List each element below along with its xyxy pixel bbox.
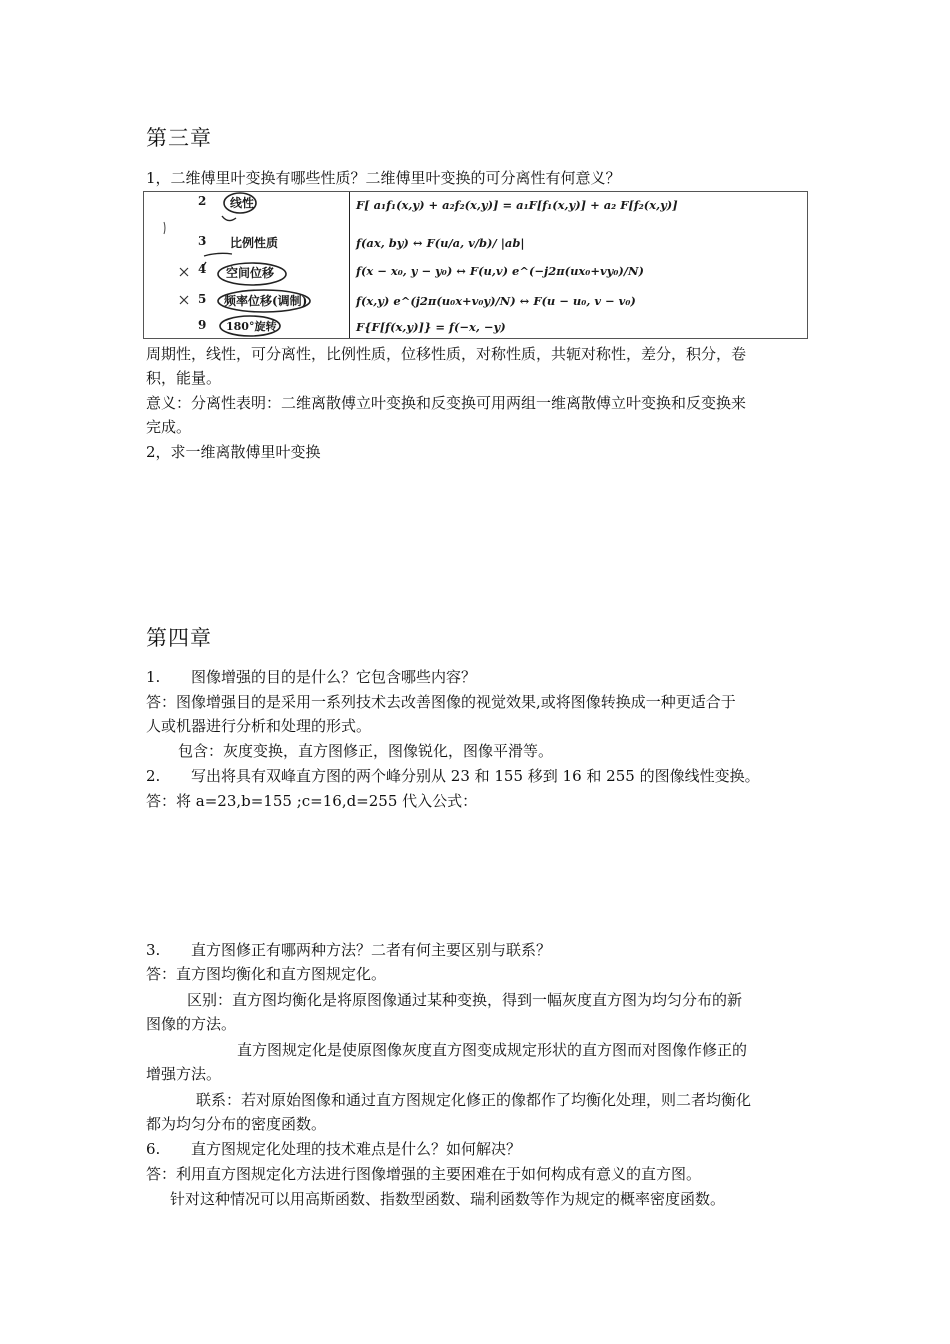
table-column-divider [349, 192, 350, 338]
chapter-3-answer-1-line-1: 周期性，线性，可分离性，比例性质，位移性质，对称性质，共轭对称性，差分，积分，卷 [146, 345, 747, 363]
question-number: 6. [146, 1140, 161, 1158]
question-number: 3. [146, 941, 161, 959]
chapter-4-question-1 [146, 665, 476, 689]
chapter-4-relation-line-2: 都为均匀分布的密度函数。 [146, 1115, 327, 1133]
chapter-3-question-2: 2，求一维离散傅里叶变换 [146, 443, 321, 461]
table-row-formula: f(x,y) e^(j2π(u₀x+v₀y)/N) ↔ F(u − u₀, v − v₀) [356, 294, 636, 308]
table-row-number: 3 [198, 234, 207, 248]
question-text: 直方图修正有哪两种方法？二者有何主要区别与联系？ [191, 941, 552, 959]
chapter-4-question-3 [146, 938, 551, 962]
table-row-formula: F{F[f(x,y)]} = f(−x, −y) [356, 320, 506, 334]
chapter-4-answer-2: 答：将 a=23,b=155 ;c=16,d=255 代入公式： [146, 792, 478, 810]
question-number: 1. [146, 668, 161, 686]
table-row-property: 180°旋转 [226, 320, 277, 333]
question-text: 直方图规定化处理的技术难点是什么？如何解决？ [191, 1140, 522, 1158]
chapter-3-answer-1-line-2: 积，能量。 [146, 369, 222, 387]
chapter-3-title: 第三章 [146, 126, 212, 150]
chapter-4-question-2 [146, 764, 760, 788]
chapter-4-relation-line-1: 联系：若对原始图像和通过直方图规定化修正的像都作了均衡化处理，则二者均衡化 [196, 1091, 752, 1109]
table-row-formula: F[ a₁f₁(x,y) + a₂f₂(x,y)] = a₁F[f₁(x,y)] + a₂ F[f₂(x,y)] [356, 198, 678, 212]
chapter-4-answer-6: 答：利用直方图规定化方法进行图像增强的主要困难在于如何构成有意义的直方图。 [146, 1165, 702, 1183]
chapter-4-difference-1-line-2: 图像的方法。 [146, 1015, 237, 1033]
table-row-property: 频率位移(调制) [224, 294, 308, 308]
chapter-4-answer-3: 答：直方图均衡化和直方图规定化。 [146, 965, 387, 983]
table-row-property: 线性 [230, 196, 255, 210]
chapter-4-title: 第四章 [146, 626, 212, 650]
question-text: 写出将具有双峰直方图的两个峰分别从 23 和 155 移到 16 和 255 的图像线性变换。 [191, 767, 760, 785]
table-row-number: 5 [198, 292, 207, 306]
chapter-4-difference-1-line-1: 区别：直方图均衡化是将原图像通过某种变换，得到一幅灰度直方图为均匀分布的新 [187, 991, 743, 1009]
table-row-property: 空间位移 [226, 266, 275, 280]
table-row-number: 4 [198, 262, 207, 276]
chapter-4-answer-6-solution: 针对这种情况可以用高斯函数、指数型函数、瑞利函数等作为规定的概率密度函数。 [170, 1190, 726, 1208]
question-number: 2. [146, 767, 161, 785]
table-row-property: 比例性质 [230, 236, 279, 250]
chapter-4-question-6 [146, 1137, 521, 1161]
chapter-4-answer-1-line-1: 答：图像增强目的是采用一系列技术去改善图像的视觉效果,或将图像转换成一种更适合于 [146, 693, 736, 711]
chapter-4-answer-1-line-2: 人或机器进行分析和处理的形式。 [146, 717, 372, 735]
question-text: 图像增强的目的是什么？它包含哪些内容？ [191, 668, 477, 686]
table-row-number: 2 [198, 194, 207, 208]
chapter-3-question-1: 1，二维傅里叶变换有哪些性质？二维傅里叶变换的可分离性有何意义？ [146, 169, 621, 187]
chapter-4-answer-1-contents: 包含：灰度变换，直方图修正，图像锐化，图像平滑等。 [178, 742, 554, 760]
fourier-properties-table-image [143, 191, 808, 339]
chapter-4-difference-2-line-1: 直方图规定化是使原图像灰度直方图变成规定形状的直方图而对图像作修正的 [237, 1041, 748, 1059]
chapter-3-meaning-line-2: 完成。 [146, 418, 192, 436]
chapter-3-meaning-line-1: 意义：分离性表明：二维离散傅立叶变换和反变换可用两组一维离散傅立叶变换和反变换来 [146, 394, 747, 412]
table-row-formula: f(ax, by) ↔ F(u/a, v/b)/ |ab| [356, 236, 525, 250]
chapter-4-difference-2-line-2: 增强方法。 [146, 1065, 222, 1083]
table-row-number: 9 [198, 318, 207, 332]
table-row-formula: f(x − x₀, y − y₀) ↔ F(u,v) e^(−j2π(ux₀+vy₀)/N) [356, 264, 644, 278]
